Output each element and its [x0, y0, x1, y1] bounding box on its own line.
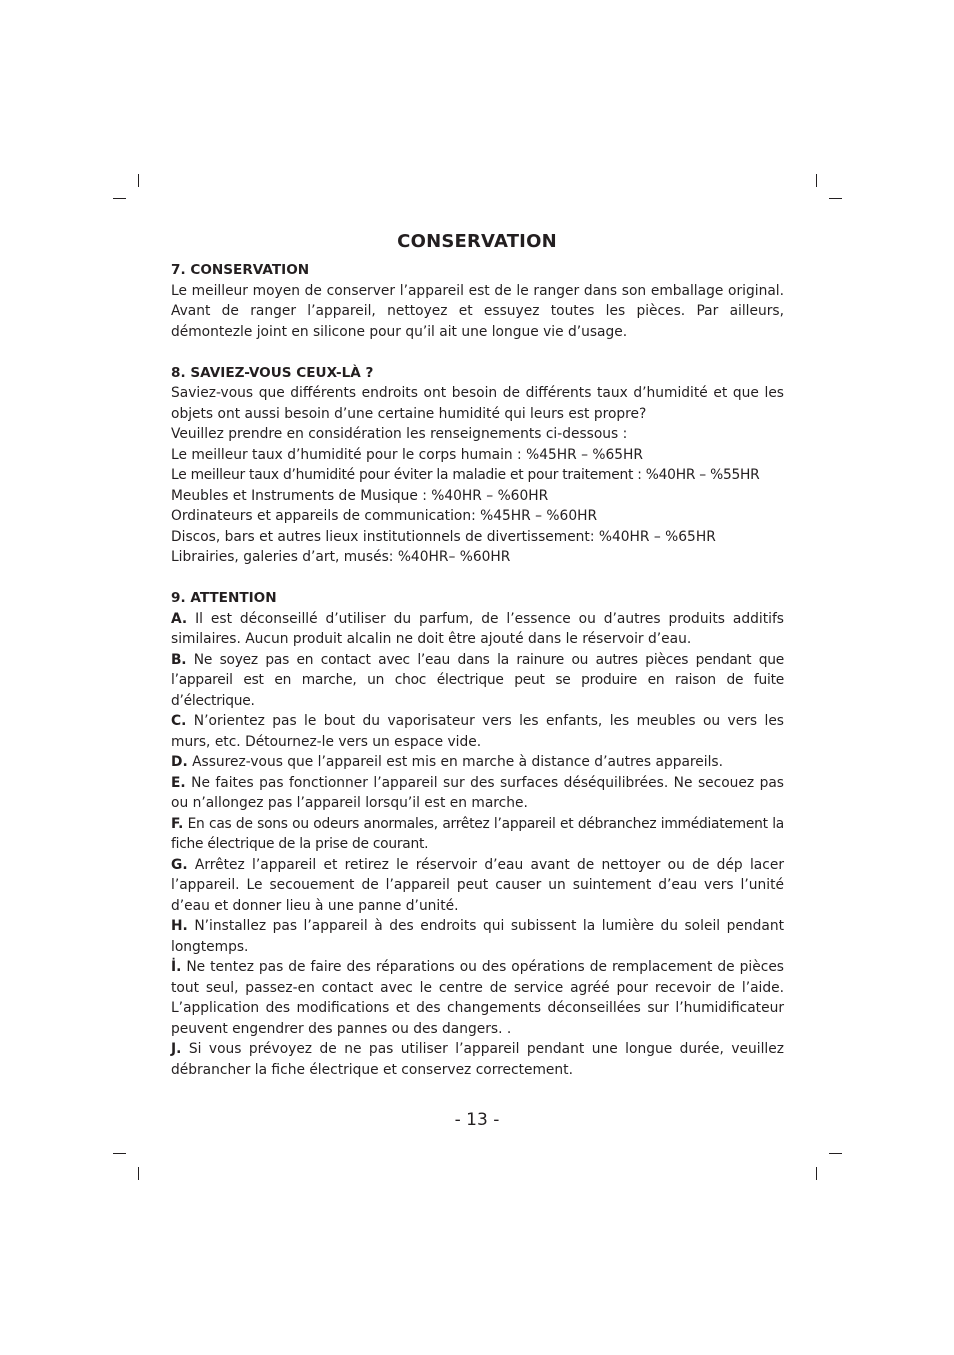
item-letter: İ.	[171, 959, 182, 975]
item-letter: J.	[171, 1041, 182, 1057]
humidity-line: Librairies, galeries d’art, musés: %40HR– %60HR	[171, 549, 511, 565]
humidity-line: Ordinateurs et appareils de communication: %45HR – %60HR	[171, 508, 598, 524]
item-text: Il est déconseillé d’utiliser du parfum, de l’essence ou d’autres produits additifs similaires. Aucun produit alcalin ne doit être ajouté dans le réservoir d’eau.	[171, 610, 784, 647]
attention-item	[171, 957, 784, 1039]
section-heading: 7. CONSERVATION	[171, 262, 310, 278]
humidity-line: Discos, bars et autres lieux institutionnels de divertissement: %40HR – %65HR	[171, 528, 716, 545]
item-letter: E.	[171, 774, 186, 791]
humidity-line: Meubles et Instruments de Musique : %40HR – %60HR	[171, 487, 549, 504]
crop-mark-top-right-horizontal	[829, 198, 842, 199]
item-text: En cas de sons ou odeurs anormales, arrêtez l’appareil et débranchez immédiatement la fiche électrique de la prise de courant.	[171, 815, 784, 852]
crop-mark-top-right-vertical	[816, 174, 817, 187]
humidity-line: Veuillez prendre en considération les renseignements ci-dessous :	[171, 426, 628, 442]
item-letter: G.	[171, 856, 188, 873]
section-attention	[171, 588, 784, 1080]
page-number: - 13 -	[454, 1110, 500, 1130]
section-heading: 9. ATTENTION	[171, 590, 277, 606]
document-body	[171, 260, 784, 1080]
item-text: Ne tentez pas de faire des réparations ou des opérations de remplacement de pièces tout seul, passez-en contact avec le centre de service agréé pour recevoir de l’aide. L’application des modifications et des changements déconseillées sur l’humidificateur peuvent engendrer des pannes ou des dangers. .	[171, 959, 784, 1037]
item-text: Arrêtez l’appareil et retirez le réservoir d’eau avant de nettoyer ou de dép lacer l’appareil. Le secouement de l’appareil peut causer un suintement d’eau vers l’unité d’eau et donner lieu à une panne d’unité.	[171, 856, 784, 914]
item-letter: D.	[171, 754, 188, 770]
attention-item	[171, 752, 784, 773]
item-text: Assurez-vous que l’appareil est mis en marche à distance d’autres appareils.	[192, 754, 724, 770]
item-letter: C.	[171, 713, 187, 729]
crop-mark-top-left-vertical	[138, 174, 139, 187]
item-letter: B.	[171, 651, 187, 668]
crop-mark-bottom-right-vertical	[816, 1167, 817, 1180]
attention-item	[171, 855, 784, 917]
section-heading: 8. SAVIEZ-VOUS CEUX-LÀ ?	[171, 364, 374, 381]
section-did-you-know	[171, 363, 784, 568]
item-text: N’installez pas l’appareil à des endroits qui subissent la lumière du soleil pendant longtemps.	[171, 918, 785, 955]
item-letter: H.	[171, 918, 188, 934]
conservation-paragraph: Le meilleur moyen de conserver l’appareil est de le ranger dans son emballage original. Avant de ranger l’appareil, nettoyez et essuyez toutes les pièces. Par ailleurs, démontezle joint en silicone pour qu’il ait une longue vie d’usage.	[171, 282, 784, 340]
attention-item	[171, 814, 784, 855]
attention-item	[171, 773, 784, 814]
humidity-line: Le meilleur taux d’humidité pour éviter la maladie et pour traitement : %40HR – %55HR	[171, 467, 760, 483]
humidity-line: Le meilleur taux d’humidité pour le corps humain : %45HR – %65HR	[171, 446, 644, 463]
crop-mark-bottom-right-horizontal	[829, 1153, 842, 1154]
item-letter: A.	[171, 610, 188, 627]
item-text: Ne soyez pas en contact avec l’eau dans la rainure ou autres pièces pendant que l’appareil est en marche, un choc électrique peut se produire en raison de fuite d’électrique.	[171, 651, 784, 709]
attention-item	[171, 711, 784, 752]
item-text: Si vous prévoyez de ne pas utiliser l’appareil pendant une longue durée, veuillez débrancher la fiche électrique et conservez correctement.	[171, 1041, 784, 1078]
section-conservation	[171, 260, 784, 342]
crop-mark-bottom-left-vertical	[138, 1167, 139, 1180]
crop-mark-bottom-left-horizontal	[113, 1153, 126, 1154]
item-letter: F.	[171, 815, 184, 832]
attention-item	[171, 650, 784, 712]
attention-item	[171, 916, 784, 957]
item-text: Ne faites pas fonctionner l’appareil sur des surfaces déséquilibrées. Ne secouez pas ou n’allongez pas l’appareil lorsqu’il est en marche.	[171, 774, 784, 811]
did-you-know-intro: Saviez-vous que différents endroits ont besoin de différents taux d’humidité et que les objets ont aussi besoin d’une certaine humidité qui leurs est propre?	[171, 385, 784, 422]
attention-item	[171, 1039, 784, 1080]
item-text: N’orientez pas le bout du vaporisateur vers les enfants, les meubles ou vers les murs, etc. Détournez-le vers un espace vide.	[171, 713, 784, 750]
attention-item	[171, 609, 784, 650]
page-title: CONSERVATION	[397, 231, 557, 252]
crop-mark-top-left-horizontal	[113, 198, 126, 199]
